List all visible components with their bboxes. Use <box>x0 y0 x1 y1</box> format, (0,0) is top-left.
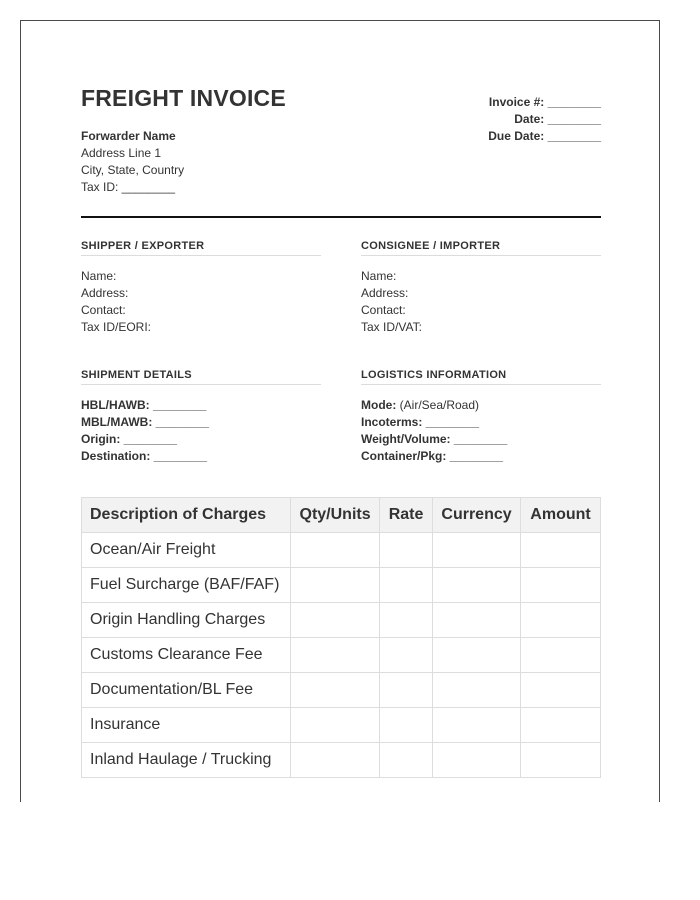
shipment-hbl: HBL/HAWB: ________ <box>81 398 207 412</box>
qty-cell[interactable] <box>291 743 380 778</box>
currency-cell[interactable] <box>433 638 521 673</box>
consignee-contact: Contact: <box>361 303 406 317</box>
header-amount: Amount <box>521 498 601 533</box>
logistics-mode-value: (Air/Sea/Road) <box>396 398 480 412</box>
table-row <box>82 568 601 603</box>
amount-cell[interactable] <box>521 603 601 638</box>
charge-description: Fuel Surcharge (BAF/FAF) <box>82 568 291 603</box>
currency-cell[interactable] <box>433 743 521 778</box>
charge-description: Insurance <box>82 708 291 743</box>
amount-cell[interactable] <box>521 568 601 603</box>
invoice-date: Date: ________ <box>514 112 601 126</box>
shipper-contact: Contact: <box>81 303 126 317</box>
amount-cell[interactable] <box>521 673 601 708</box>
qty-cell[interactable] <box>291 603 380 638</box>
rate-cell[interactable] <box>380 708 433 743</box>
shipment-origin: Origin: ________ <box>81 432 178 446</box>
shipper-name: Name: <box>81 269 117 283</box>
table-row <box>82 638 601 673</box>
rate-cell[interactable] <box>380 533 433 568</box>
charge-description: Origin Handling Charges <box>82 603 291 638</box>
forwarder-block <box>81 128 184 196</box>
charge-description: Documentation/BL Fee <box>82 673 291 708</box>
forwarder-city: City, State, Country <box>81 163 185 177</box>
logistics-container: Container/Pkg: ________ <box>361 449 504 463</box>
header-description: Description of Charges <box>82 498 291 533</box>
logistics-weight-volume: Weight/Volume: ________ <box>361 432 508 446</box>
amount-cell[interactable] <box>521 743 601 778</box>
rate-cell[interactable] <box>380 638 433 673</box>
currency-cell[interactable] <box>433 603 521 638</box>
currency-cell[interactable] <box>433 673 521 708</box>
currency-cell[interactable] <box>433 568 521 603</box>
rate-cell[interactable] <box>380 568 433 603</box>
logistics-incoterms: Incoterms: ________ <box>361 415 480 429</box>
logistics-section <box>361 369 601 465</box>
charges-table <box>81 497 601 778</box>
table-row <box>82 708 601 743</box>
logistics-mode <box>361 397 601 414</box>
invoice-page <box>20 20 660 802</box>
invoice-meta-block <box>488 94 601 145</box>
header-qty: Qty/Units <box>291 498 380 533</box>
header-currency: Currency <box>433 498 521 533</box>
qty-cell[interactable] <box>291 533 380 568</box>
charge-description: Inland Haulage / Trucking <box>82 743 291 778</box>
rate-cell[interactable] <box>380 673 433 708</box>
consignee-name: Name: <box>361 269 397 283</box>
consignee-tax-id: Tax ID/VAT: <box>361 320 422 334</box>
amount-cell[interactable] <box>521 708 601 743</box>
consignee-address: Address: <box>361 286 409 300</box>
currency-cell[interactable] <box>433 708 521 743</box>
rate-cell[interactable] <box>380 603 433 638</box>
header-divider <box>81 216 601 218</box>
consignee-section <box>361 240 601 336</box>
forwarder-name: Forwarder Name <box>81 129 176 143</box>
table-row <box>82 533 601 568</box>
shipper-tax-id: Tax ID/EORI: <box>81 320 152 334</box>
qty-cell[interactable] <box>291 638 380 673</box>
amount-cell[interactable] <box>521 638 601 673</box>
charge-description: Ocean/Air Freight <box>82 533 291 568</box>
invoice-due-date: Due Date: ________ <box>488 129 601 143</box>
rate-cell[interactable] <box>380 743 433 778</box>
invoice-number: Invoice #: ________ <box>488 95 601 109</box>
table-row <box>82 603 601 638</box>
table-row <box>82 673 601 708</box>
logistics-heading: LOGISTICS INFORMATION <box>361 369 601 385</box>
forwarder-address: Address Line 1 <box>81 146 162 160</box>
qty-cell[interactable] <box>291 673 380 708</box>
table-row <box>82 743 601 778</box>
shipper-address: Address: <box>81 286 129 300</box>
header-rate: Rate <box>380 498 433 533</box>
charge-description: Customs Clearance Fee <box>82 638 291 673</box>
shipment-heading: SHIPMENT DETAILS <box>81 369 321 385</box>
shipment-destination: Destination: ________ <box>81 449 208 463</box>
shipment-mbl: MBL/MAWB: ________ <box>81 415 210 429</box>
forwarder-tax-id: Tax ID: ________ <box>81 180 176 194</box>
logistics-mode-label: Mode: <box>361 398 397 412</box>
shipper-section <box>81 240 321 336</box>
charges-header-row <box>82 498 601 533</box>
consignee-heading: CONSIGNEE / IMPORTER <box>361 240 601 256</box>
shipment-section <box>81 369 321 465</box>
qty-cell[interactable] <box>291 708 380 743</box>
currency-cell[interactable] <box>433 533 521 568</box>
amount-cell[interactable] <box>521 533 601 568</box>
invoice-title: FREIGHT INVOICE <box>81 85 286 111</box>
qty-cell[interactable] <box>291 568 380 603</box>
shipper-heading: SHIPPER / EXPORTER <box>81 240 321 256</box>
